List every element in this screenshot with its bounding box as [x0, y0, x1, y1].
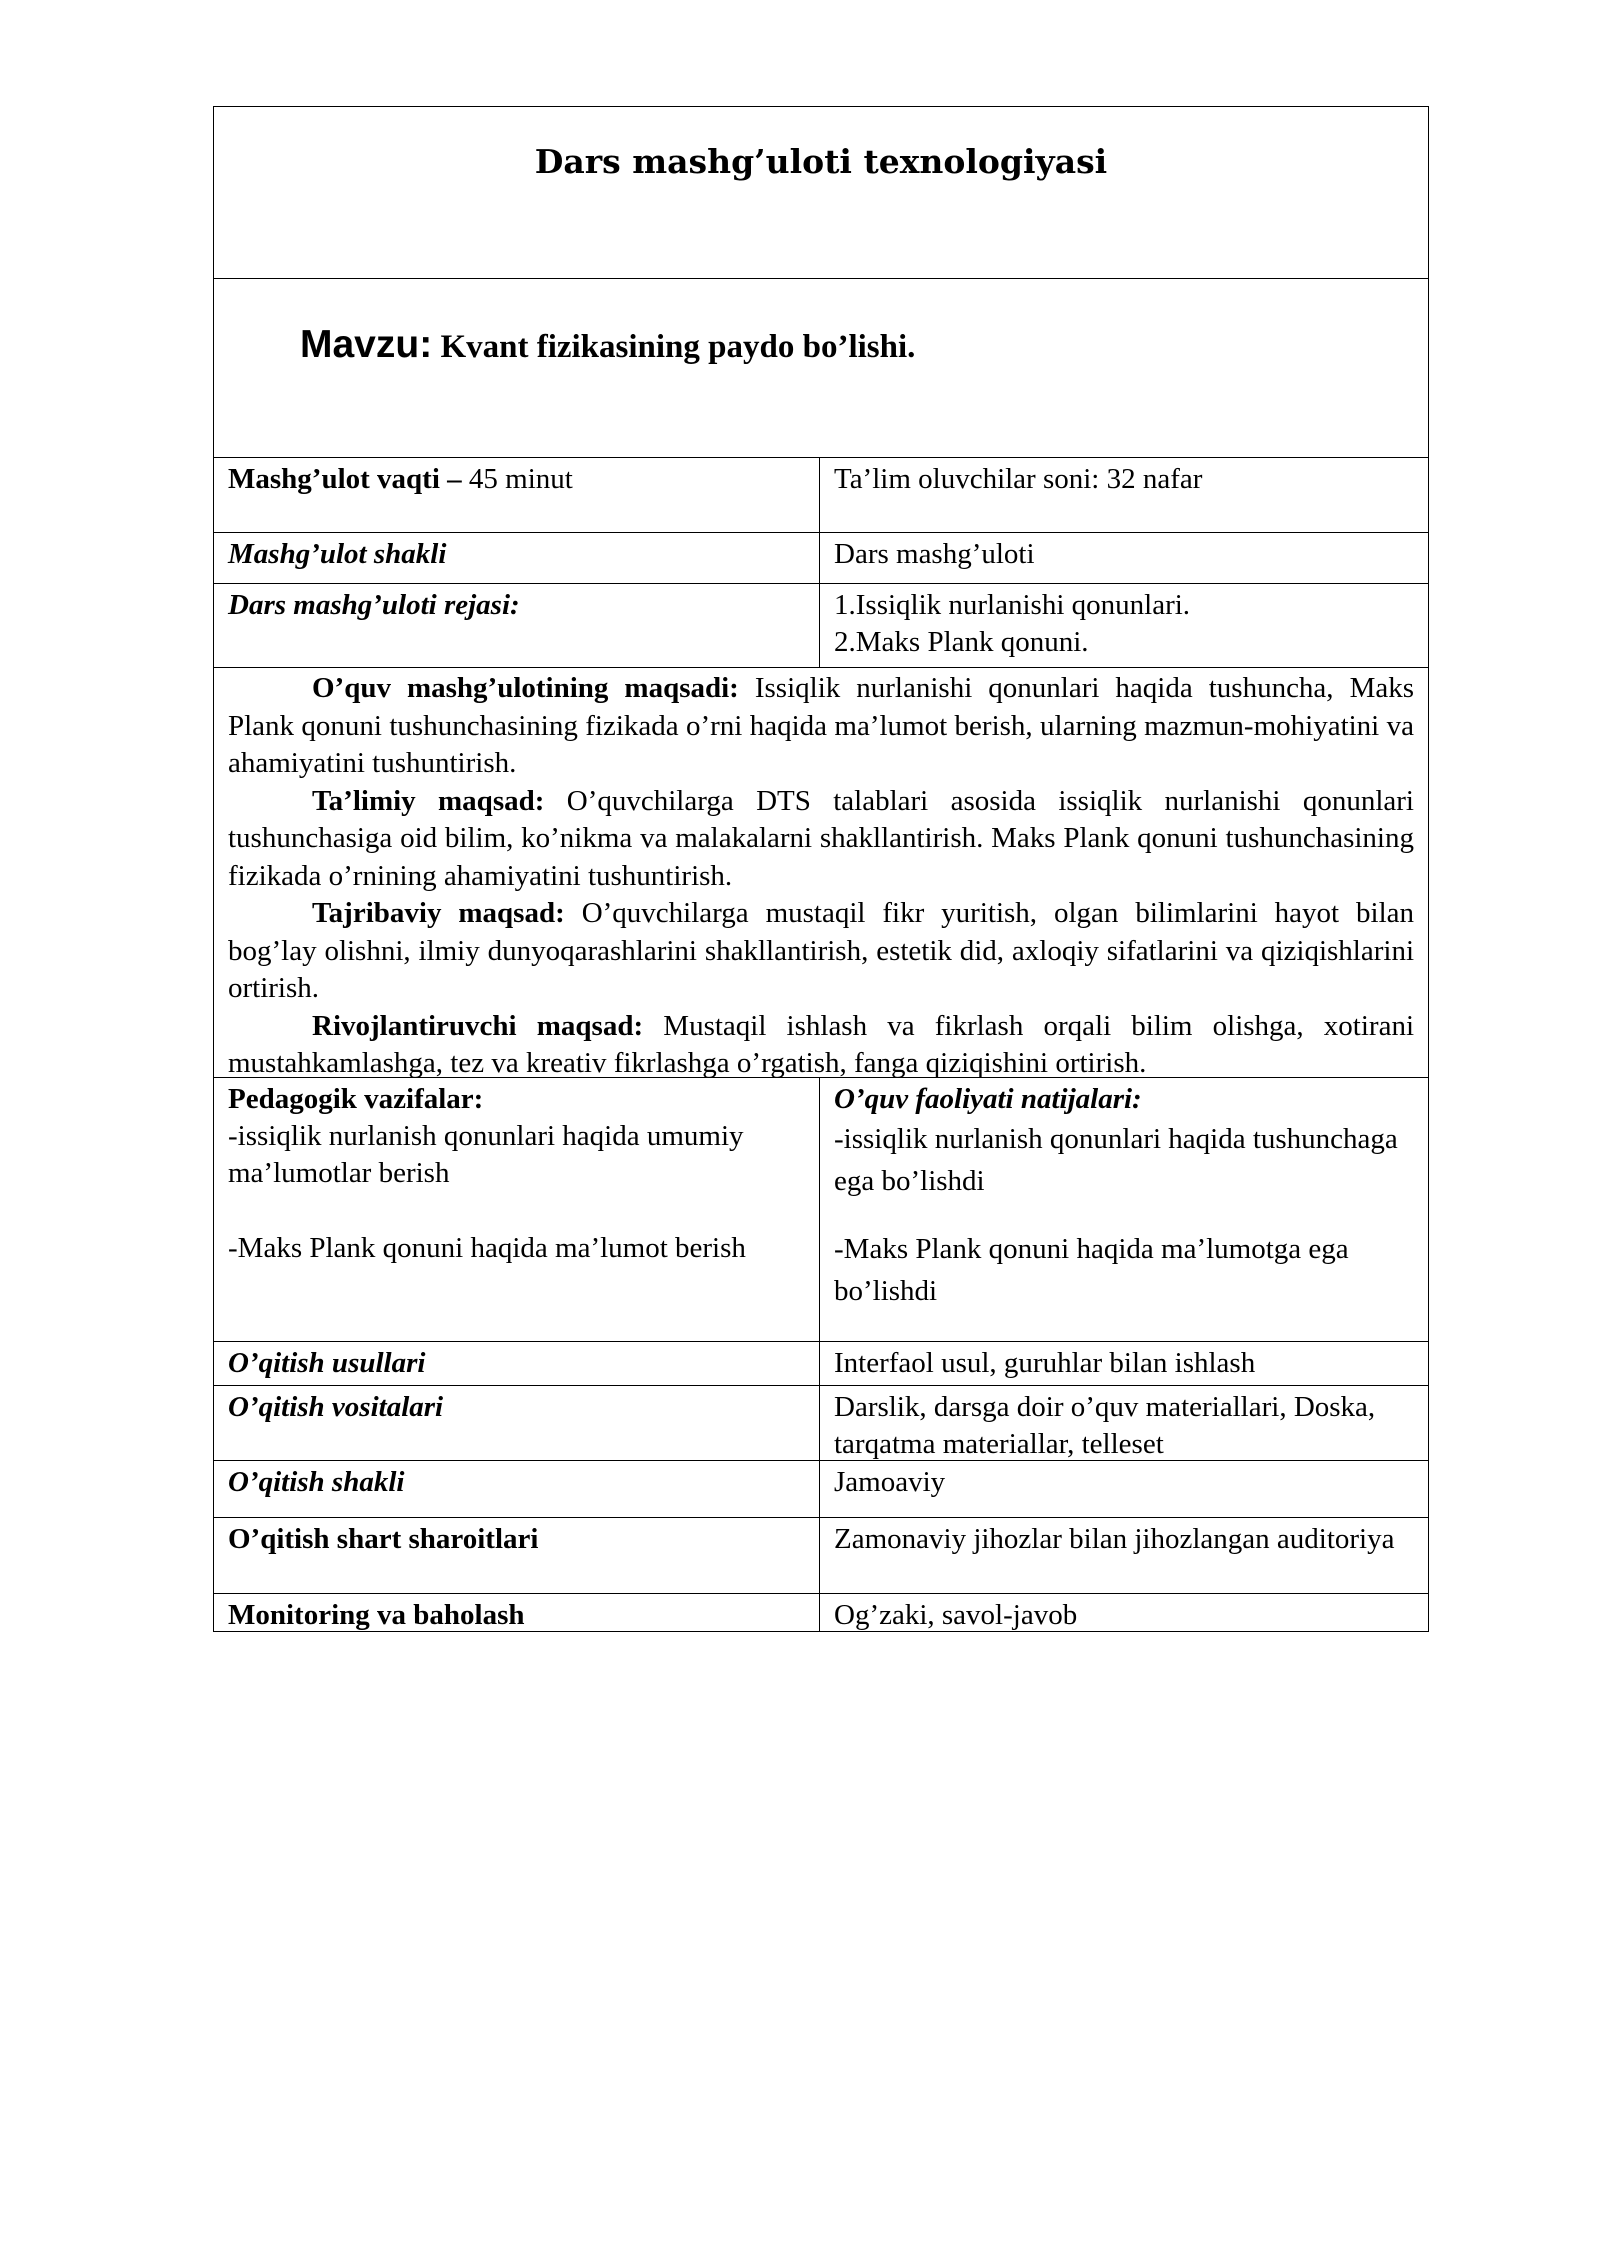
result-item: -issiqlik nurlanish qonunlari haqida tushunchaga ega bo’lishdi	[834, 1123, 1398, 1197]
tools-row	[214, 1385, 1428, 1460]
lesson-plan-table	[213, 106, 1429, 1632]
goal-text: O’quvchilarga mustaqil fikr yuritish, olgan bilimlarini hayot bilan bog’lay olishni, ilmiy dunyoqarashlarini shakllantirish, estetik did, axloqiy sifatlarini va qiziqishlarini ortirish.	[228, 897, 1415, 1004]
methods-label: O’qitish usullari	[214, 1342, 820, 1385]
plan-item: 1.Issiqlik nurlanishi qonunlari.	[834, 589, 1191, 621]
topic-row	[214, 278, 1428, 457]
goal-paragraph	[228, 895, 1414, 1008]
goal-label: Rivojlantiruvchi maqsad:	[312, 1009, 644, 1042]
goal-label: Tajribaviy maqsad:	[312, 897, 565, 929]
plan-label: Dars mashg’uloti rejasi:	[214, 584, 820, 667]
spacer	[228, 1192, 805, 1230]
tools-value: Darslik, darsga doir o’quv materiallari, Doska, tarqatma materiallar, telleset	[834, 1391, 1376, 1460]
tasks-cell	[214, 1078, 820, 1341]
form-value: Dars mashg’uloti	[834, 538, 1035, 570]
goal-paragraph	[228, 670, 1414, 783]
time-value: 45 minut	[468, 463, 573, 495]
goal-paragraph	[228, 783, 1414, 896]
goal-text: Issiqlik nurlanishi qonunlari haqida tushuncha, Maks Plank qonuni tushunchasining fizikada o’rni haqida ma’lumot berish, ularning mazmun-mohiyatini va ahamiyatini tushuntirish.	[228, 672, 1415, 779]
conditions-value: Zamonaviy jihozlar bilan jihozlangan auditoriya	[834, 1523, 1395, 1555]
time-row	[214, 457, 1428, 532]
tools-label: O’qitish vositalari	[214, 1386, 820, 1460]
form-label: Mashg’ulot shakli	[214, 533, 820, 583]
monitoring-value: Og’zaki, savol-javob	[834, 1599, 1078, 1631]
time-label: Mashg’ulot vaqti –	[228, 463, 462, 495]
results-cell	[820, 1078, 1428, 1341]
result-item: -Maks Plank qonuni haqida ma’lumotga ega bo’lishdi	[834, 1233, 1349, 1307]
plan-item: 2.Maks Plank qonuni.	[834, 626, 1089, 658]
teach-form-value: Jamoaviy	[834, 1466, 946, 1498]
topic-text: Kvant fizikasining paydo bo’lishi.	[440, 329, 916, 365]
goals-section	[214, 667, 1428, 1077]
methods-row	[214, 1341, 1428, 1385]
plan-items	[820, 584, 1428, 667]
results-label: O’quv faoliyati natijalari:	[834, 1083, 1142, 1115]
time-cell	[214, 458, 820, 532]
goal-text: O’quvchilarga DTS talablari asosida issiqlik nurlanishi qonunlari tushunchasiga oid bilim, ko’nikma va malakalarni shakllantirish. Maks Plank qonuni tushunchasining fizikada o’rnining ahamiyatini tushuntirish.	[228, 784, 1414, 892]
goal-label: O’quv mashg’ulotining maqsadi:	[312, 672, 739, 704]
monitoring-label: Monitoring va baholash	[214, 1594, 820, 1631]
tasks-results-row	[214, 1077, 1428, 1341]
goal-paragraph	[228, 1008, 1414, 1083]
goal-text: Mustaqil ishlash va fikrlash orqali bilim olishga, xotirani mustahkamlashga, tez va kreativ fikrlashga o’rgatish, fanga qiziqishini ortirish.	[228, 1009, 1414, 1079]
document-title: Dars mashg’uloti texnologiyasi	[534, 142, 1108, 181]
task-item: -issiqlik nurlanish qonunlari haqida umumiy ma’lumotlar berish	[228, 1120, 744, 1189]
task-item: -Maks Plank qonuni haqida ma’lumot berish	[228, 1232, 746, 1264]
methods-value: Interfaol usul, guruhlar bilan ishlash	[834, 1347, 1256, 1379]
monitoring-row	[214, 1593, 1428, 1631]
conditions-row	[214, 1517, 1428, 1593]
students-cell: Ta’lim oluvchilar soni: 32 nafar	[834, 463, 1203, 495]
goal-label: Ta’limiy maqsad:	[312, 784, 545, 817]
spacer	[834, 1202, 1414, 1228]
teach-form-label: O’qitish shakli	[214, 1461, 820, 1517]
teach-form-row	[214, 1460, 1428, 1517]
plan-row	[214, 583, 1428, 667]
title-row	[214, 107, 1428, 278]
conditions-label: O’qitish shart sharoitlari	[214, 1518, 820, 1593]
tasks-label: Pedagogik vazifalar:	[228, 1083, 484, 1115]
topic	[300, 323, 915, 367]
form-row	[214, 532, 1428, 583]
topic-label: Mavzu:	[300, 323, 433, 366]
